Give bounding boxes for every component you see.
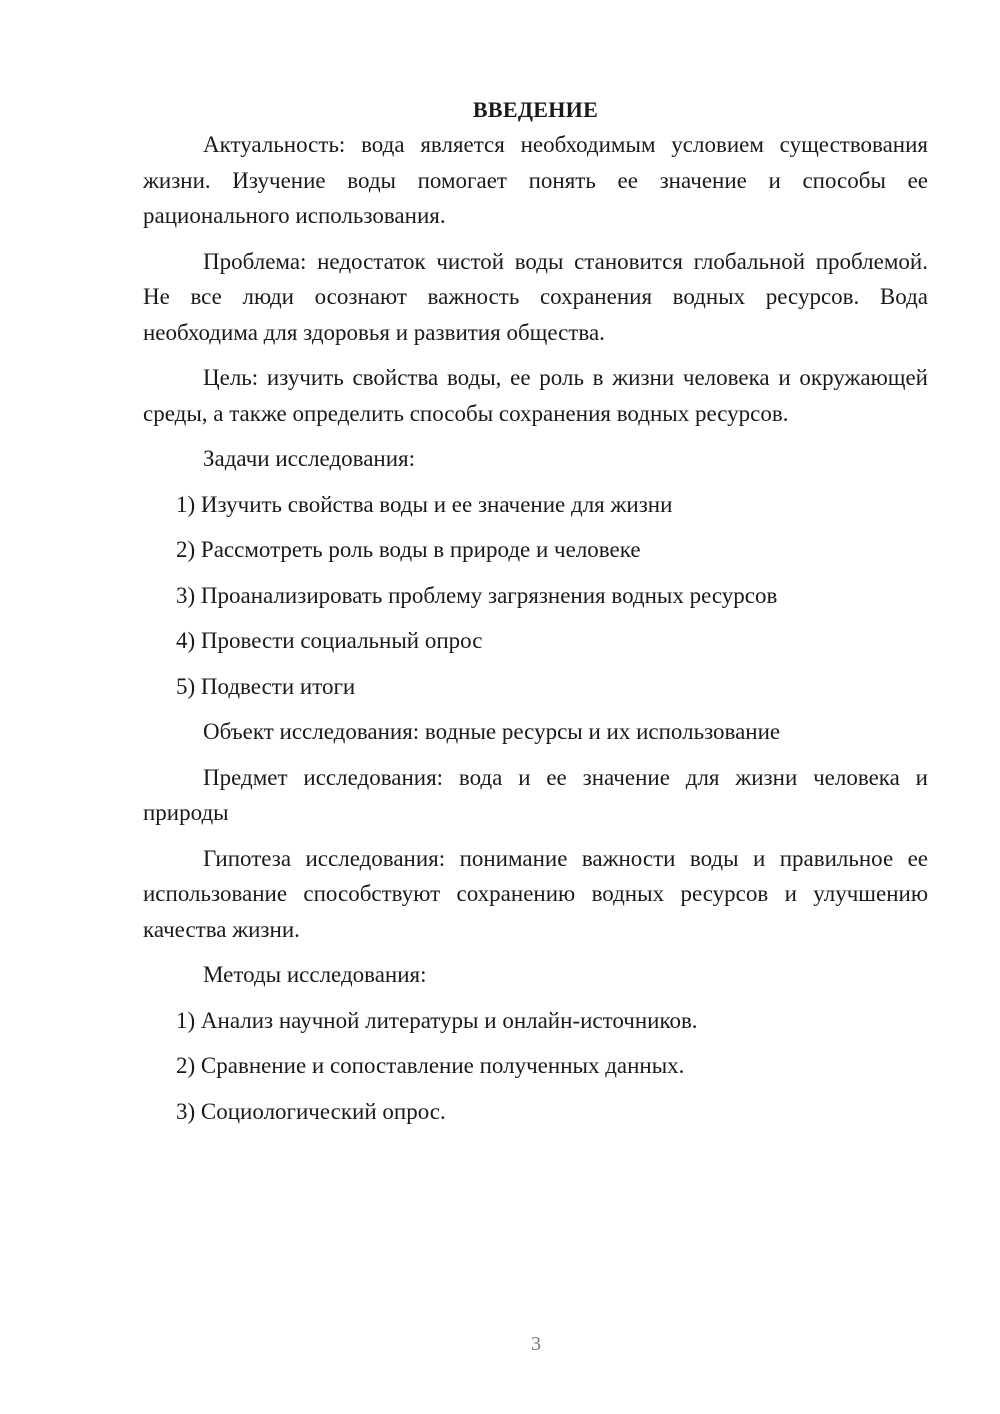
page-number: 3 xyxy=(531,1333,541,1355)
methods-list xyxy=(143,1003,928,1130)
method-item: 1) Анализ научной литературы и онлайн-источников. xyxy=(176,1007,698,1033)
task-item: 1) Изучить свойства воды и ее значение для жизни xyxy=(176,491,673,517)
section-title: ВВЕДЕНИЕ xyxy=(472,97,599,122)
subject-paragraph: Предмет исследования: вода и ее значение для жизни человека и природы xyxy=(143,764,928,825)
tasks-heading: Задачи исследования: xyxy=(203,446,416,471)
object-paragraph: Объект исследования: водные ресурсы и их использование xyxy=(203,719,781,744)
page-content xyxy=(143,92,928,1139)
task-item: 3) Проанализировать проблему загрязнения водных ресурсов xyxy=(176,582,778,608)
methods-heading: Методы исследования: xyxy=(203,962,427,987)
problem-paragraph: Проблема: недостаток чистой воды становится глобальной проблемой. Не все люди осознают важность сохранения водных ресурсов. Вода необходима для здоровья и развития общества. xyxy=(143,248,928,345)
method-item: 2) Сравнение и сопоставление полученных данных. xyxy=(176,1053,685,1078)
tasks-list xyxy=(143,487,928,705)
task-item: 2) Рассмотреть роль воды в природе и человеке xyxy=(176,537,641,562)
goal-paragraph: Цель: изучить свойства воды, ее роль в жизни человека и окружающей среды, а также определить способы сохранения водных ресурсов. xyxy=(143,365,928,426)
task-item: 5) Подвести итоги xyxy=(176,673,356,699)
method-item: 3) Социологический опрос. xyxy=(176,1098,446,1124)
hypothesis-paragraph: Гипотеза исследования: понимание важности воды и правильное ее использование способствуют сохранению водных ресурсов и улучшению качества жизни. xyxy=(143,845,928,942)
task-item: 4) Провести социальный опрос xyxy=(176,628,483,653)
relevance-paragraph: Актуальность: вода является необходимым условием существования жизни. Изучение воды помогает понять ее значение и способы ее рационального использования. xyxy=(143,132,928,228)
